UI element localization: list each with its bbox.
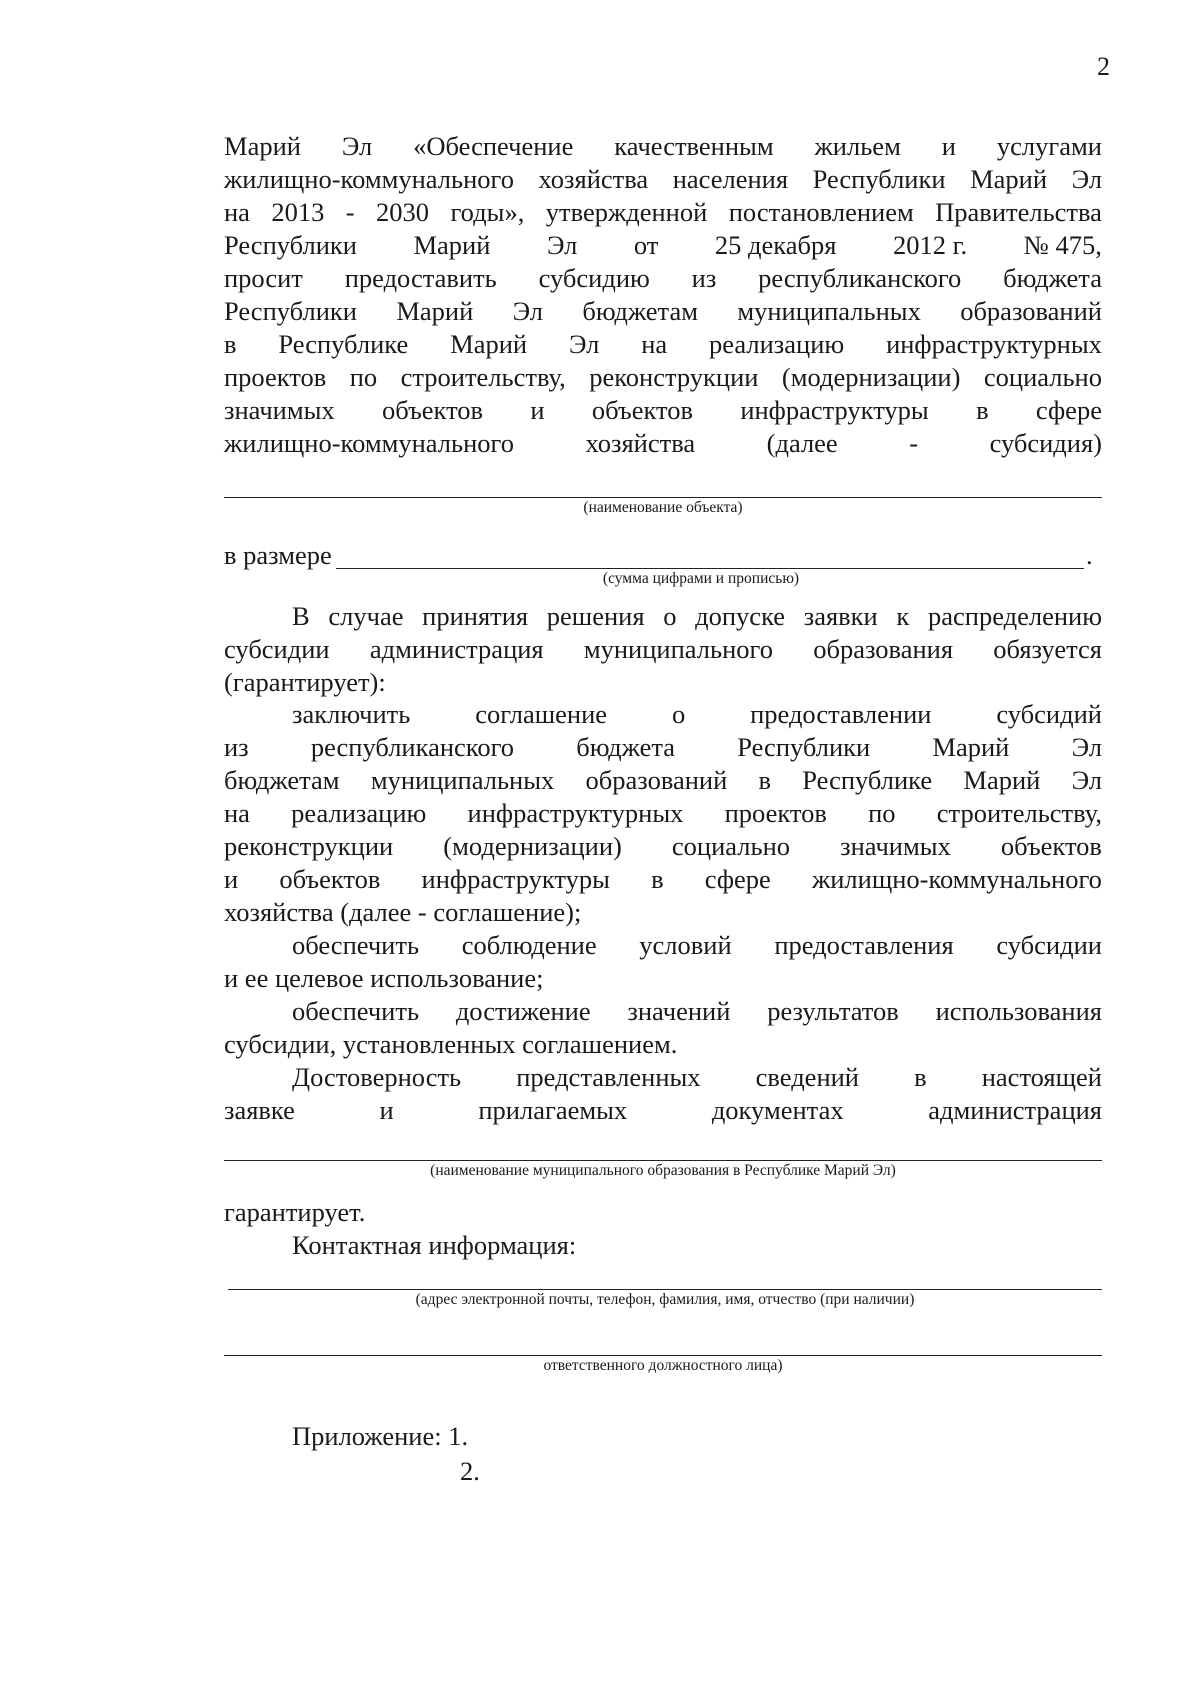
municipality-name-blank-line (224, 1160, 1102, 1161)
word: достижение (455, 996, 591, 1026)
word: Марий (963, 765, 1041, 795)
paragraph-results (224, 995, 1102, 1061)
paragraph-reliability (224, 1061, 1102, 1127)
word: объектов (1000, 831, 1102, 861)
word: о (671, 699, 686, 729)
word: хозяйства (538, 164, 649, 194)
contact-blank-line-2 (224, 1355, 1102, 1356)
text-line (224, 130, 1102, 163)
text-line (224, 830, 1102, 863)
word: муниципальных (370, 765, 555, 795)
word: субсидию (538, 263, 650, 293)
word: сведений (755, 1062, 859, 1092)
word: 2013 (271, 197, 325, 227)
contact-heading (224, 1229, 1102, 1262)
word: из (224, 732, 249, 762)
word: постановлением (728, 197, 914, 227)
text-line (224, 361, 1102, 394)
word: социально (671, 831, 791, 861)
word: заявки (803, 601, 878, 631)
text-line (224, 394, 1102, 427)
word: на (224, 197, 250, 227)
word: бюджетам (582, 296, 698, 326)
word: (модернизации) (781, 362, 961, 392)
word: заявке (224, 1095, 295, 1125)
word: населения (672, 164, 789, 194)
text-line (224, 262, 1102, 295)
word: в (224, 329, 237, 359)
word: Марий (450, 329, 528, 359)
word: прилагаемых (478, 1095, 628, 1125)
word: сфере (1035, 395, 1102, 425)
word: утвержденной (545, 197, 708, 227)
word: бюджета (1003, 263, 1102, 293)
word: хозяйства (далее - соглашение); (224, 897, 582, 927)
text-line (224, 633, 1102, 666)
word: образований (960, 296, 1102, 326)
word: (далее (766, 428, 838, 458)
word: инфраструктурных (886, 329, 1102, 359)
text-line (224, 962, 1102, 995)
paragraph-admission (224, 600, 1102, 700)
text-line (224, 896, 1102, 929)
word: администрация (928, 1095, 1102, 1125)
word: Республике (278, 329, 409, 359)
word: бюджета (576, 732, 676, 762)
word: субсидий (996, 699, 1102, 729)
word: реконструкции (224, 831, 394, 861)
word: 25 декабря (714, 230, 837, 260)
word: обеспечить (292, 996, 420, 1026)
word: в (914, 1062, 927, 1092)
word: Эл (546, 230, 578, 260)
page-number: 2 (1097, 52, 1110, 81)
word: в (651, 864, 664, 894)
word: о (663, 601, 677, 631)
appendix-label: Приложение: 1. (292, 1421, 469, 1451)
word: Марий (224, 131, 301, 161)
word: сфере (704, 864, 771, 894)
word: качественным (614, 131, 774, 161)
word: значимых (840, 831, 951, 861)
text-line (292, 995, 1102, 1028)
word: субсидии, установленных соглашением. (224, 1029, 678, 1059)
amount-label: в размере (224, 540, 332, 570)
text-line (224, 1094, 1102, 1127)
word: «Обеспечение (413, 131, 574, 161)
word: Эл (1071, 732, 1102, 762)
word: годы», (450, 197, 525, 227)
word: жилищно-коммунального (224, 428, 514, 458)
word: реконструкции (589, 362, 759, 392)
word: хозяйства (585, 428, 696, 458)
word: объектов (279, 864, 381, 894)
text-line (224, 764, 1102, 797)
word: объектов (591, 395, 693, 425)
word: услугами (996, 131, 1102, 161)
guarantee-line (224, 1196, 1102, 1229)
text-line (224, 295, 1102, 328)
word: условий (639, 930, 732, 960)
text-line (224, 163, 1102, 196)
word: предоставить (344, 263, 497, 293)
word: Правительства (935, 197, 1102, 227)
text-line (224, 1028, 1102, 1061)
word: республиканского (310, 732, 515, 762)
word: образования (813, 634, 954, 664)
word: случае (328, 601, 404, 631)
word: Республике (802, 765, 933, 795)
text-line (224, 328, 1102, 361)
word: объектов (382, 395, 484, 425)
word: муниципальных (737, 296, 921, 326)
word: (гарантирует): (224, 667, 386, 697)
paragraph-agreement (224, 698, 1102, 930)
word: инфраструктуры (740, 395, 929, 425)
word: инфраструктурных (467, 798, 684, 828)
word: просит (224, 263, 303, 293)
text-line (224, 731, 1102, 764)
text-line (224, 196, 1102, 229)
word: проектов (724, 798, 827, 828)
word: результатов (767, 996, 899, 1026)
word: - (909, 428, 919, 458)
word: Марий (413, 230, 491, 260)
contact-label: Контактная информация: (292, 1230, 577, 1260)
word: решения (546, 601, 645, 631)
word: строительству, (936, 798, 1102, 828)
word: инфраструктуры (421, 864, 610, 894)
word: Марий (932, 732, 1010, 762)
word: значимых (224, 395, 335, 425)
word: предоставлении (750, 699, 932, 729)
word: использования (935, 996, 1102, 1026)
word: муниципального (583, 634, 773, 664)
text-line (224, 863, 1102, 896)
word: от (633, 230, 659, 260)
word: жильем (814, 131, 901, 161)
municipality-name-caption: (наименование муниципального образования в Республике Марий Эл) (430, 1162, 896, 1179)
word: бюджетам (224, 765, 340, 795)
word: представленных (516, 1062, 701, 1092)
word: по (868, 798, 896, 828)
word: 2012 г. (892, 230, 968, 260)
word: значений (627, 996, 731, 1026)
word: строительству, (400, 362, 566, 392)
object-name-caption: (наименование объекта) (583, 499, 743, 516)
object-name-blank-line (224, 497, 1102, 498)
word: и ее целевое использование; (224, 963, 544, 993)
word: 2030 (376, 197, 430, 227)
word: документах (711, 1095, 844, 1125)
word: к (896, 601, 910, 631)
word: на (641, 329, 668, 359)
word: субсидии (996, 930, 1102, 960)
word: распределению (927, 601, 1102, 631)
word: субсидия) (989, 428, 1102, 458)
word: Республики (224, 296, 357, 326)
word: Республики (224, 230, 357, 260)
text-line (224, 229, 1102, 262)
paragraph-application-intro (224, 130, 1102, 465)
word: и (224, 864, 239, 894)
word: предоставления (774, 930, 954, 960)
word: Эл (512, 296, 544, 326)
contact-caption-1: (адрес электронной почты, телефон, фамилия, имя, отчество (при наличии) (415, 1291, 915, 1308)
word: социально (983, 362, 1102, 392)
word: и (530, 395, 545, 425)
word: допуске (695, 601, 786, 631)
word: Марий (396, 296, 474, 326)
word: образований (585, 765, 728, 795)
word: в (758, 765, 772, 795)
word: жилищно-коммунального (811, 864, 1102, 894)
word: проектов (224, 362, 327, 392)
word: реализацию (709, 329, 845, 359)
word: и (379, 1095, 394, 1125)
word: № 475, (1023, 230, 1102, 260)
text-line (224, 427, 1102, 460)
word: Эл (568, 329, 600, 359)
word: субсидии (224, 634, 330, 664)
word: Республики (737, 732, 871, 762)
amount-blank-line (336, 568, 1084, 569)
word: (модернизации) (443, 831, 622, 861)
word: Эл (1071, 765, 1102, 795)
word: Марий (970, 164, 1048, 194)
word: администрация (369, 634, 544, 664)
word: соглашение (475, 699, 608, 729)
appendix-item-2: 2. (460, 1456, 480, 1486)
text-line (224, 797, 1102, 830)
word: В (292, 601, 310, 631)
word: обеспечить (292, 930, 420, 960)
word: соблюдение (461, 930, 597, 960)
word: - (345, 197, 355, 227)
word: республиканского (758, 263, 962, 293)
text-line (292, 929, 1102, 962)
text-line (292, 600, 1102, 633)
word: настоящей (981, 1062, 1102, 1092)
contact-caption-2: ответственного должностного лица) (543, 1357, 783, 1374)
paragraph-compliance (224, 929, 1102, 995)
word: жилищно-коммунального (224, 164, 514, 194)
amount-row (224, 537, 1102, 573)
word: в (976, 395, 989, 425)
word: Эл (1071, 164, 1102, 194)
text-line (224, 666, 1102, 699)
word: Республики (812, 164, 946, 194)
word: по (349, 362, 378, 392)
word: обязуется (993, 634, 1102, 664)
word: заключить (292, 699, 411, 729)
guarantees-text: гарантирует. (224, 1197, 366, 1227)
word: на (224, 798, 250, 828)
word: Эл (341, 131, 373, 161)
word: Достоверность (292, 1062, 462, 1092)
amount-end-dot: . (1086, 540, 1093, 570)
word: и (941, 131, 956, 161)
contact-blank-line-1 (228, 1289, 1102, 1290)
text-line (292, 698, 1102, 731)
word: из (691, 263, 717, 293)
word: принятия (422, 601, 529, 631)
text-line (292, 1061, 1102, 1094)
amount-caption: (сумма цифрами и прописью) (602, 570, 800, 587)
word: реализацию (291, 798, 427, 828)
